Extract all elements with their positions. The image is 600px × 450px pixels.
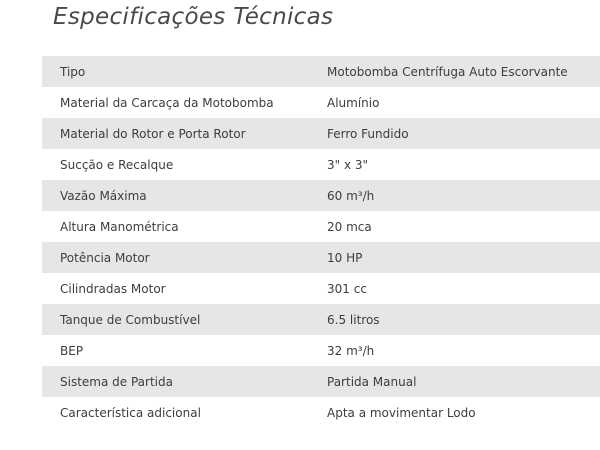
spec-row-caracteristica-adicional — [42, 397, 600, 428]
page-title: Especificações Técnicas — [53, 4, 334, 30]
spec-value: 6.5 litros — [327, 312, 380, 327]
spec-value: 20 mca — [327, 219, 372, 234]
spec-value: Apta a movimentar Lodo — [327, 405, 476, 420]
spec-value: 10 HP — [327, 250, 363, 265]
spec-value: Partida Manual — [327, 374, 417, 389]
spec-label: Cilindradas Motor — [60, 281, 166, 296]
spec-label: BEP — [60, 343, 84, 358]
spec-label: Característica adicional — [60, 405, 201, 420]
spec-value: Alumínio — [327, 95, 380, 110]
spec-row-sistema-partida — [42, 366, 600, 397]
spec-row-altura-manometrica — [42, 211, 600, 242]
spec-value: Ferro Fundido — [327, 126, 409, 141]
spec-value: 3" x 3" — [327, 157, 369, 172]
spec-row-succao-recalque — [42, 149, 600, 180]
spec-label: Vazão Máxima — [60, 188, 147, 203]
specifications-table — [42, 56, 600, 428]
spec-label: Tipo — [60, 64, 86, 79]
spec-value: 32 m³/h — [327, 343, 375, 358]
spec-row-vazao-maxima — [42, 180, 600, 211]
spec-value: 60 m³/h — [327, 188, 375, 203]
spec-row-material-rotor — [42, 118, 600, 149]
spec-label: Tanque de Combustível — [60, 312, 201, 327]
spec-row-cilindradas-motor — [42, 273, 600, 304]
spec-row-tipo — [42, 56, 600, 87]
spec-label: Sistema de Partida — [60, 374, 173, 389]
spec-row-material-carcaca — [42, 87, 600, 118]
spec-row-potencia-motor — [42, 242, 600, 273]
spec-value: 301 cc — [327, 281, 367, 296]
spec-label: Material do Rotor e Porta Rotor — [60, 126, 246, 141]
spec-label: Sucção e Recalque — [60, 157, 174, 172]
spec-label: Potência Motor — [60, 250, 150, 265]
spec-row-tanque-combustivel — [42, 304, 600, 335]
spec-row-bep — [42, 335, 600, 366]
spec-label: Altura Manométrica — [60, 219, 179, 234]
spec-value: Motobomba Centrífuga Auto Escorvante — [327, 64, 568, 79]
spec-label: Material da Carcaça da Motobomba — [60, 95, 274, 110]
